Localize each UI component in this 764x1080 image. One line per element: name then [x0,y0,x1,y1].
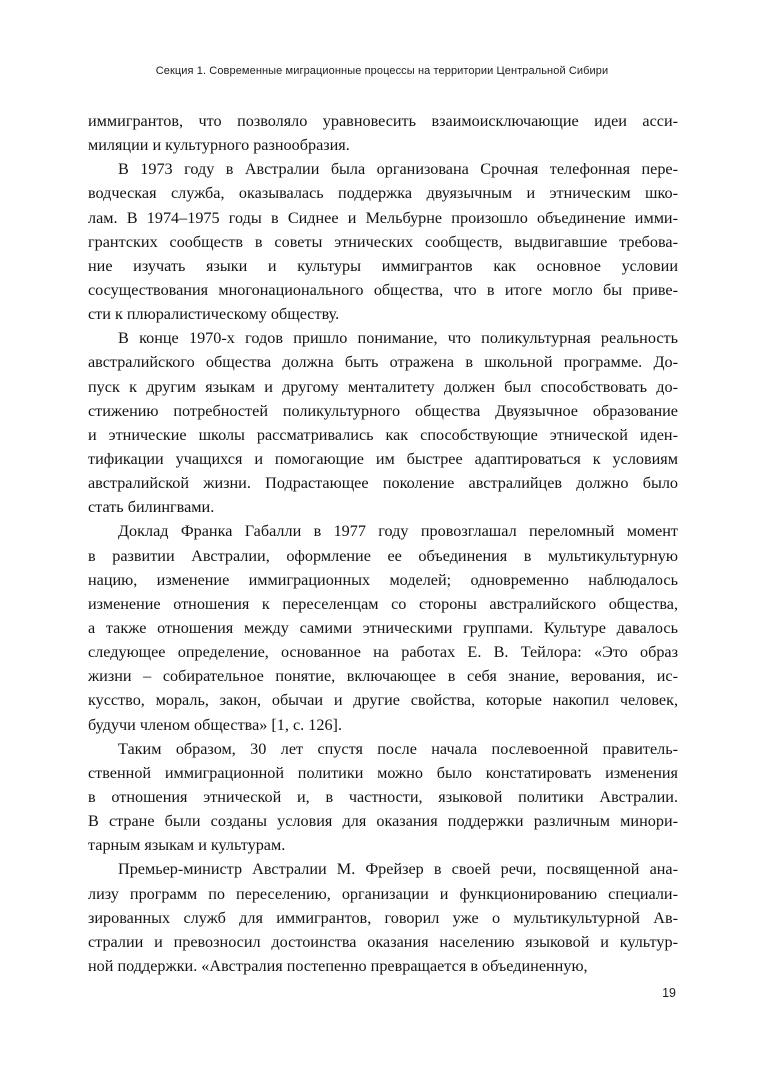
paragraph [88,157,678,326]
text-line: и этнические школы рассматривались как способствующие этнической иден- [88,425,678,444]
text-line: тарным языкам и культурам. [88,836,286,855]
text-line: в развитии Австралии, оформление ее объединения в мультикультурную [88,546,678,565]
text-line: ние изучать языки и культуры иммигрантов как основное условии [88,256,678,275]
text-line: ственной иммиграционной политики можно было констатировать изменения [88,763,678,782]
text-line: лам. В 1974–1975 годы в Сиднее и Мельбурне произошло объединение имми- [88,208,678,227]
text-line: сти к плюралистическому обществу. [88,305,340,324]
text-line: в отношения этнической и, в частности, языковой политики Австралии. [88,787,678,806]
text-line: изменение отношения к переселенцам со стороны австралийского общества, [88,594,678,613]
paragraph [88,737,678,858]
text-line: стать билингвами. [88,498,215,517]
page-number: 19 [662,986,676,1000]
text-line: тификации учащихся и помогающие им быстрее адаптироваться к условиям [88,449,678,468]
text-line: пуск к другим языкам и другому менталитету должен был способствовать до- [88,377,678,396]
text-line: Таким образом, 30 лет спустя после начала послевоенной правитель- [118,739,678,758]
text-line: кусство, мораль, закон, обычаи и другие свойства, которые накопил человек, [88,691,678,710]
text-line: сосуществования многонационального общества, что в итоге могло бы приве- [88,280,678,299]
text-line: В стране были созданы условия для оказания поддержки различным минори- [88,812,678,831]
text-line: Доклад Франка Габалли в 1977 году провозглашал переломный момент [118,522,678,541]
text-line: жизни – собирательное понятие, включающее в себя знание, верования, ис- [88,667,678,686]
text-line: миляции и культурного разнообразия. [88,136,350,155]
text-line: следующее определение, основанное на работах Е. В. Тейлора: «Это образ [88,643,678,662]
paragraph [88,109,678,157]
text-line: В конце 1970-х годов пришло понимание, что поликультурная реальность [118,329,678,348]
paragraph [88,857,678,978]
text-line: а также отношения между самими этническими группами. Культуре давалось [88,618,678,637]
text-line: водческая служба, оказывалась поддержка двуязычным и этническим шко- [88,184,678,203]
text-line: австралийской жизни. Подрастающее поколение австралийцев должно было [88,474,678,493]
paragraph [88,519,678,736]
text-line: стижению потребностей поликультурного общества Двуязычное образование [88,401,678,420]
paragraph [88,326,678,519]
text-line: грантских сообществ в советы этнических сообществ, выдвигавшие требова- [88,232,678,251]
text-line: Премьер-министр Австралии М. Фрейзер в своей речи, посвященной ана- [118,860,678,879]
text-line: иммигрантов, что позволяло уравновесить взаимоисключающие идеи асси- [88,112,678,130]
text-block [88,109,678,978]
text-line: австралийского общества должна быть отражена в школьной программе. До- [88,353,678,372]
text-line: стралии и превозносил достоинства оказания населению языковой и культур- [88,932,678,951]
text-line: зированных служб для иммигрантов, говорил уже о мультикультурной Ав- [88,908,678,927]
text-line: ной поддержки. «Австралия постепенно превращается в объединенную, [88,956,588,975]
text-line: нацию, изменение иммиграционных моделей; одновременно наблюдалось [88,570,678,589]
text-line: будучи членом общества» [1, с. 126]. [88,715,342,734]
text-line: В 1973 году в Австралии была организована Срочная телефонная пере- [118,160,678,179]
text-line: лизу программ по переселению, организации и функционированию специали- [88,884,678,903]
running-header: Секция 1. Современные миграционные процессы на территории Центральной Сибири [155,65,609,77]
